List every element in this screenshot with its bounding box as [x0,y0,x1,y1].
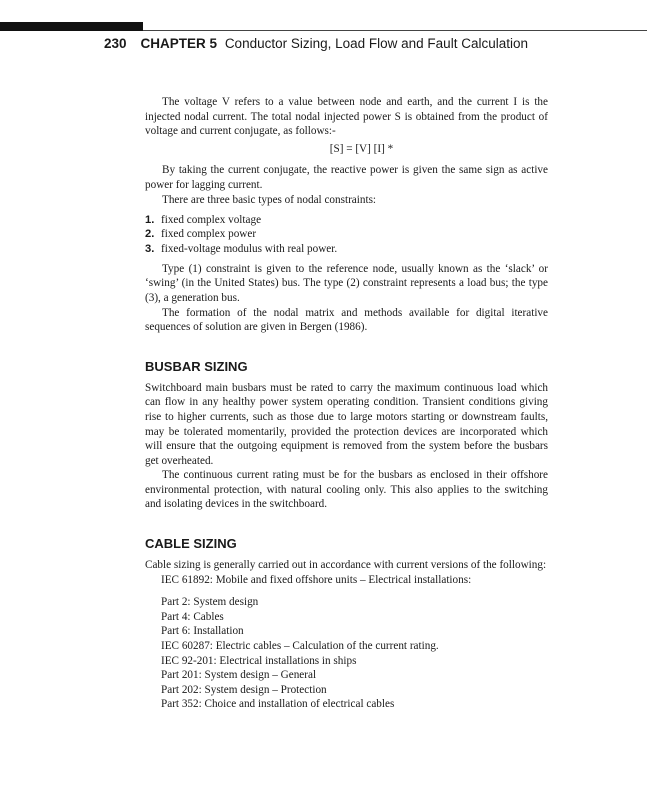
power-equation: [S] = [V] [I] * [329,142,394,155]
list-item: Part 201: System design – General [161,669,317,682]
list-text: fixed complex power [161,228,257,241]
page-number: 230 [104,36,127,51]
list-item: Part 2: System design [161,596,259,609]
list-item: IEC 92-201: Electrical installations in ships [161,654,357,667]
chapter-label: CHAPTER 5 [140,36,218,51]
list-number: 1. [145,214,155,227]
list-item: Part 6: Installation [161,625,244,638]
header-rule [143,30,647,31]
nodal-constraints-list [145,213,548,256]
intro-paragraph-1: The voltage V refers to a value between node and earth, and the current I is the injected nodal current. The total nodal injected power S is obtained from the product of voltage and current conjugate, as follows:- [145,96,548,138]
list-item: Part 4: Cables [161,610,224,623]
header-black-bar [0,22,143,31]
page-body [145,95,548,712]
list-item: Part 352: Choice and installation of electrical cables [161,698,395,711]
list-text: fixed complex voltage [161,214,262,227]
list-number: 3. [145,242,155,255]
busbar-paragraph-1: Switchboard main busbars must be rated to carry the maximum continuous load which can flow in any healthy power system operating condition. Transient conditions giving rise to higher currents, such as those due to large motors starting or downstream faults, may be tolerated momentarily, provided the protection devices are incorporated which will ensure that the outgoing equipment is removed from the system before the busbars get overheated. [145,381,548,467]
intro-paragraph-4: Type (1) constraint is given to the reference node, usually known as the ‘slack’ or ‘swing’ (in the United States) bus. The type (2) constraint represents a load bus; the type (3), a generation bus. [145,262,548,304]
intro-paragraph-2: By taking the current conjugate, the reactive power is given the same sign as active power for lagging current. [145,164,548,191]
list-text: fixed-voltage modulus with real power. [161,242,338,255]
standard-line: IEC 61892: Mobile and fixed offshore units – Electrical installations: [161,573,472,586]
list-number: 2. [145,228,155,241]
cable-paragraph-1: Cable sizing is generally carried out in accordance with current versions of the following: [145,559,547,572]
intro-paragraph-3: There are three basic types of nodal constraints: [162,193,377,206]
list-item [145,213,548,227]
standards-list [145,595,548,712]
intro-paragraph-5: The formation of the nodal matrix and methods available for digital iterative sequences of solution are given in Bergen (1986). [145,306,548,334]
cable-heading: CABLE SIZING [145,536,237,552]
busbar-paragraph-2: The continuous current rating must be for the busbars as enclosed in their offshore environmental protection, with natural cooling only. This also applies to the switching and isolating devices in the switchboard. [145,469,548,511]
list-item: Part 202: System design – Protection [161,683,327,696]
list-item [145,227,548,241]
list-item: IEC 60287: Electric cables – Calculation of the current rating. [161,640,439,653]
list-item [145,242,548,256]
running-header [104,36,528,51]
busbar-heading: BUSBAR SIZING [145,358,248,374]
chapter-title: Conductor Sizing, Load Flow and Fault Calculation [224,36,528,51]
